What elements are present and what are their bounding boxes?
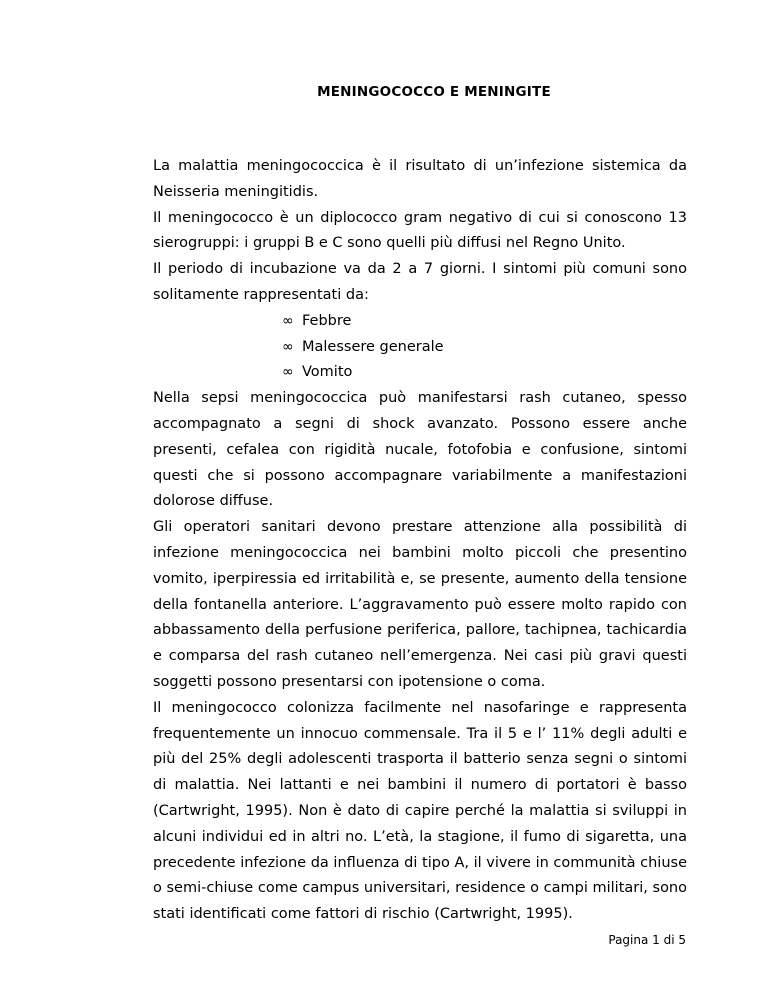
symptom-label: Vomito	[302, 364, 353, 381]
bullet-icon: ∞	[282, 338, 294, 355]
bullet-icon: ∞	[282, 312, 294, 329]
page-number: Pagina 1 di 5	[608, 933, 686, 947]
paragraph-operators: Gli operatori sanitari devono prestare attenzione alla possibilità di infezione meningococcica nei bambini molto piccoli che presentino vomito, iperpiressia ed irritabilità e, se presente, aumento della tensione della fontanella anteriore. L’aggravamento può essere molto rapido con abbassamento della perfusione periferica, pallore, tachipnea, tachicardia e comparsa del rash cutaneo nell’emergenza. Nei casi più gravi questi soggetti possono presentarsi con ipotensione o coma.	[153, 519, 687, 690]
paragraph-sepsis: Nella sepsi meningococcica può manifestarsi rash cutaneo, spesso accompagnato a segni di shock avanzato. Possono essere anche presenti, cefalea con rigidità nucale, fotofobia e confusione, sintomi questi che si possono accompagnare variabilmente a manifestazioni dolorose diffuse.	[153, 390, 687, 510]
list-item	[153, 309, 687, 335]
paragraph-serogroups: Il meningococco è un diplococco gram negativo di cui si conoscono 13 sierogruppi: i gruppi B e C sono quelli più diffusi nel Regno Unito.	[153, 209, 687, 252]
paragraph-intro: La malattia meningococcica è il risultato di un’infezione sistemica da Neisseria meningitidis.	[153, 158, 687, 200]
paragraph-colonization: Il meningococco colonizza facilmente nel nasofaringe e rappresenta frequentemente un innocuo commensale. Tra il 5 e l’ 11% degli adulti e più del 25% degli adolescenti trasporta il batterio senza segni o sintomi di malattia. Nei lattanti e nei bambini il numero di portatori è basso (Cartwright, 1995). Non è dato di capire perché la malattia si sviluppi in alcuni individui ed in altri no. L’età, la stagione, il fumo di sigaretta, una precedente infezione da influenza di tipo A, il vivere in communità chiuse o semi-chiuse come campus universitari, residence o campi militari, sono stati identificati come fattori di rischio (Cartwright, 1995).	[153, 699, 687, 923]
bullet-icon: ∞	[282, 364, 294, 381]
symptom-label: Febbre	[302, 312, 352, 329]
symptom-list	[153, 309, 687, 386]
document-body	[153, 154, 687, 928]
symptom-label: Malessere generale	[302, 338, 444, 355]
document-title: MENINGOCOCCO E MENINGITE	[317, 84, 551, 100]
list-item	[153, 335, 687, 361]
paragraph-incubation: Il periodo di incubazione va da 2 a 7 giorni. I sintomi più comuni sono solitamente rappresentati da:	[153, 261, 687, 303]
list-item	[153, 360, 687, 386]
